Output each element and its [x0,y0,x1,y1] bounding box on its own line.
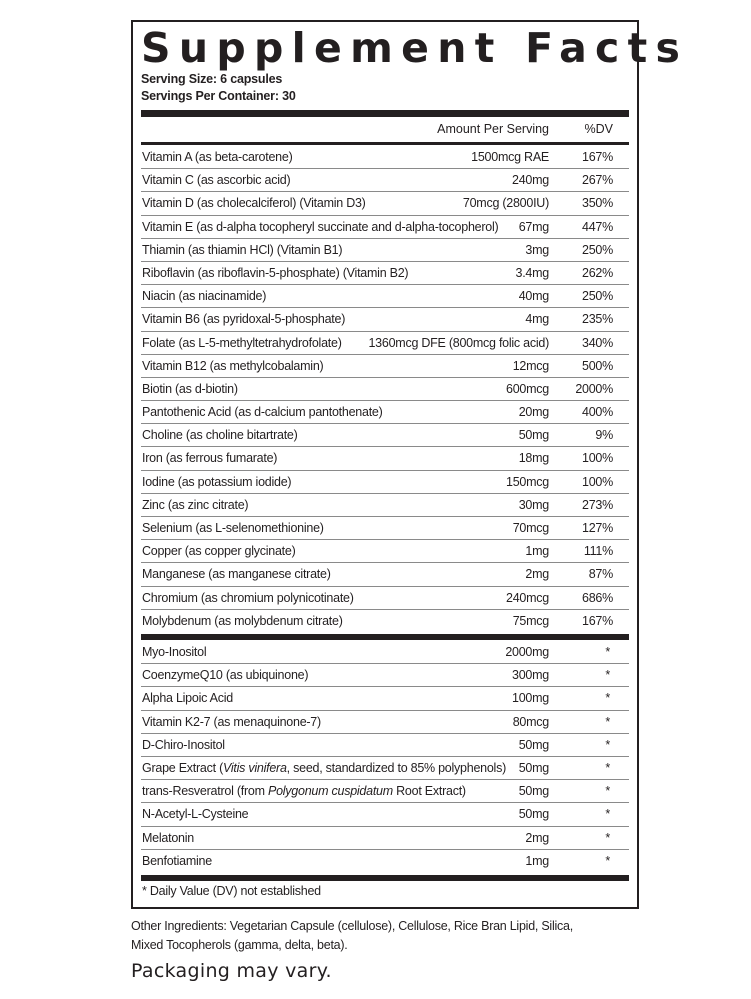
dv-value: 235% [582,312,613,327]
nutrient-name [142,359,323,373]
dv-value: * [605,830,610,845]
table-row [141,587,629,610]
amount-value: 1360mcg DFE (800mcg folic acid) [368,335,549,350]
nutrient-name-text: N-Acetyl-L-Cysteine [142,807,249,822]
amount-value: 50mg [518,784,549,799]
nutrient-name-text: Vitamin B12 (as methylcobalamin) [142,358,324,373]
nutrient-name [142,196,366,210]
amount-value: 50mg [518,807,549,822]
dv-value: 87% [588,567,613,582]
nutrient-name [142,475,291,489]
nutrient-name [142,451,277,465]
dv-value: 447% [582,219,613,234]
nutrient-name [142,807,248,821]
dv-value: 250% [582,289,613,304]
dv-value: 9% [595,428,613,443]
table-row [141,308,629,331]
nutrient-name-text: Iodine (as potassium iodide) [142,474,292,489]
amount-value: 300mg [512,668,549,683]
nutrient-name-text: Riboflavin (as riboflavin-5-phosphate) (Vitamin B2) [142,265,409,280]
dv-value: 127% [582,521,613,535]
nutrient-name-text: Myo-Inositol [142,645,207,659]
dv-value: * [605,760,610,775]
nutrient-name-text: Iron (as ferrous fumarate) [142,451,278,466]
amount-value: 67mg [518,219,549,234]
amount-value: 1500mcg RAE [471,150,549,164]
table-row [141,146,629,169]
table-row [141,169,629,192]
table-row [141,494,629,517]
nutrient-name [142,243,342,257]
dv-value: * [605,807,610,822]
nutrient-name-text: Pantothenic Acid (as d-calcium pantothenate) [142,405,383,420]
amount-value: 12mcg [512,358,549,373]
table-row [141,563,629,586]
nutrient-name-text: CoenzymeQ10 (as ubiquinone) [142,668,309,683]
dv-value: * [605,645,610,659]
table-row [141,424,629,447]
nutrient-name [142,498,248,512]
amount-value: 2mg [525,830,549,845]
table-row [141,664,629,687]
dv-value: 400% [582,405,613,420]
nutrient-name [142,614,343,628]
table-row [141,687,629,710]
table-row [141,355,629,378]
nutrient-name [142,715,321,729]
nutrient-name-text: Root Extract) [392,784,466,799]
nutrient-name-text: Chromium (as chromium polynicotinate) [142,590,354,605]
dv-value: 100% [582,451,613,466]
nutrient-name [142,544,296,558]
amount-value: 18mg [518,451,549,466]
table-row [141,517,629,540]
nutrient-name-text: Choline (as choline bitartrate) [142,428,298,443]
nutrient-name [142,784,466,798]
amount-value: 75mcg [512,613,549,628]
header-divider [141,142,629,145]
servings-per-container: Servings Per Container: 30 [141,89,296,103]
panel-title: Supplement Facts [141,24,689,72]
dv-value: * [605,668,610,683]
dv-value: 686% [582,590,613,605]
amount-value: 150mcg [506,474,549,489]
amount-value: 3.4mg [515,265,549,280]
nutrient-name [142,591,354,605]
amount-value: 50mg [518,760,549,775]
nutrient-name-text: Copper (as copper glycinate) [142,544,296,559]
nutrient-name [142,854,212,868]
nutrient-name-text: Niacin (as niacinamide) [142,289,267,304]
nutrient-name [142,289,266,303]
other-nutrients-list [141,641,629,873]
nutrient-name [142,645,206,659]
dv-value: * [605,737,610,752]
table-row [141,378,629,401]
nutrient-name [142,691,233,705]
dv-value: 167% [582,613,613,628]
nutrient-name [142,173,290,187]
amount-value: 100mg [512,691,549,706]
table-row [141,757,629,780]
nutrient-name [142,668,308,682]
column-header [141,120,629,140]
nutrient-name-text: , seed, standardized to 85% polyphenols) [286,760,506,775]
amount-value: 40mg [518,289,549,304]
dv-value: 273% [582,497,613,512]
dv-value: 2000% [575,381,613,396]
table-row [141,734,629,757]
nutrient-name-text: Vitamin B6 (as pyridoxal-5-phosphate) [142,312,346,327]
table-row [141,447,629,470]
table-row [141,780,629,803]
packaging-note: Packaging may vary. [131,960,332,982]
thick-divider [141,110,629,117]
table-row [141,540,629,563]
dv-value: 267% [582,173,613,188]
nutrient-name-text: Vitamin K2-7 (as menaquinone-7) [142,714,321,729]
nutrient-name-text: Thiamin (as thiamin HCl) (Vitamin B1) [142,242,343,257]
nutrient-name [142,761,506,775]
nutrient-name [142,336,342,350]
amount-value: 50mg [518,737,549,752]
thick-divider [141,875,629,881]
amount-value: 30mg [518,497,549,512]
amount-value: 20mg [518,405,549,420]
thick-divider [141,634,629,640]
amount-value: 2mg [525,567,549,582]
nutrient-name-text: Molybdenum (as molybdenum citrate) [142,613,343,628]
table-row [141,192,629,215]
nutrient-name-text: D-Chiro-Inositol [142,737,225,752]
dv-value: * [605,691,610,706]
amount-value: 1mg [525,544,549,559]
nutrient-name-text: Vitamin E (as d-alpha tocopheryl succinate and d-alpha-tocopherol) [142,219,499,234]
dv-value: 350% [582,196,613,211]
nutrient-name [142,567,331,581]
amount-header: Amount Per Serving [437,122,549,136]
table-row [141,803,629,826]
table-row [141,610,629,633]
table-row [141,285,629,308]
table-row [141,641,629,664]
amount-value: 240mg [512,173,549,188]
nutrient-name-text: Folate (as L-5-methyltetrahydrofolate) [142,335,342,350]
table-row [141,332,629,355]
nutrient-name [142,220,498,234]
nutrient-name-text: Vitamin D (as cholecalciferol) (Vitamin D3) [142,196,366,211]
nutrient-name-text: Manganese (as manganese citrate) [142,567,331,582]
vitamins-list [141,146,629,633]
amount-value: 600mcg [506,381,549,396]
dv-value: * [605,714,610,729]
amount-value: 70mcg (2800IU) [462,196,549,211]
amount-value: 50mg [518,428,549,443]
nutrient-name-text: Biotin (as d-biotin) [142,381,238,396]
nutrient-name-text: Alpha Lipoic Acid [142,691,233,706]
dv-value: 340% [582,335,613,350]
table-row [141,471,629,494]
amount-value: 70mcg [512,521,549,535]
table-row [141,216,629,239]
nutrient-name [142,521,324,535]
nutrient-latin-name: Polygonum cuspidatum [267,784,393,799]
dv-value: 500% [582,358,613,373]
table-row [141,239,629,262]
nutrient-name-text: Selenium (as L-selenomethionine) [142,521,324,535]
nutrient-name-text: Benfotiamine [142,853,212,868]
nutrient-name-text: Grape Extract ( [142,760,223,775]
amount-value: 240mcg [506,590,549,605]
nutrient-name [142,738,225,752]
nutrient-name-text: Zinc (as zinc citrate) [142,497,249,512]
serving-size: Serving Size: 6 capsules [141,72,283,86]
footnote: * Daily Value (DV) not established [142,884,321,898]
amount-value: 4mg [525,312,549,327]
supplement-facts-panel [131,20,689,909]
nutrient-name-text: trans-Resveratrol (from [142,784,268,799]
table-row [141,850,629,873]
nutrient-latin-name: Vitis vinifera [223,760,287,775]
dv-value: 167% [582,150,613,164]
dv-value: 250% [582,242,613,257]
dv-header: %DV [584,122,613,136]
table-row [141,401,629,424]
nutrient-name [142,831,194,845]
nutrient-name-text: Melatonin [142,830,194,845]
dv-value: 100% [582,474,613,489]
table-row [141,262,629,285]
dv-value: * [605,853,610,868]
nutrient-name [142,312,345,326]
dv-value: 262% [582,265,613,280]
dv-value: * [605,784,610,799]
dv-value: 111% [583,544,613,559]
amount-value: 80mcg [512,714,549,729]
other-ingredients: Other Ingredients: Vegetarian Capsule (cellulose), Cellulose, Rice Bran Lipid, Silica, Mixed Tocopherols (gamma, delta, beta). [131,919,573,952]
nutrient-name [142,150,293,164]
amount-value: 2000mg [505,645,549,659]
nutrient-name-text: Vitamin C (as ascorbic acid) [142,173,291,188]
nutrient-name [142,405,383,419]
amount-value: 3mg [525,242,549,257]
nutrient-name [142,266,408,280]
amount-value: 1mg [525,853,549,868]
nutrient-name [142,382,238,396]
table-row [141,711,629,734]
nutrient-name [142,428,298,442]
nutrient-name-text: Vitamin A (as beta-carotene) [142,150,293,164]
table-row [141,827,629,850]
